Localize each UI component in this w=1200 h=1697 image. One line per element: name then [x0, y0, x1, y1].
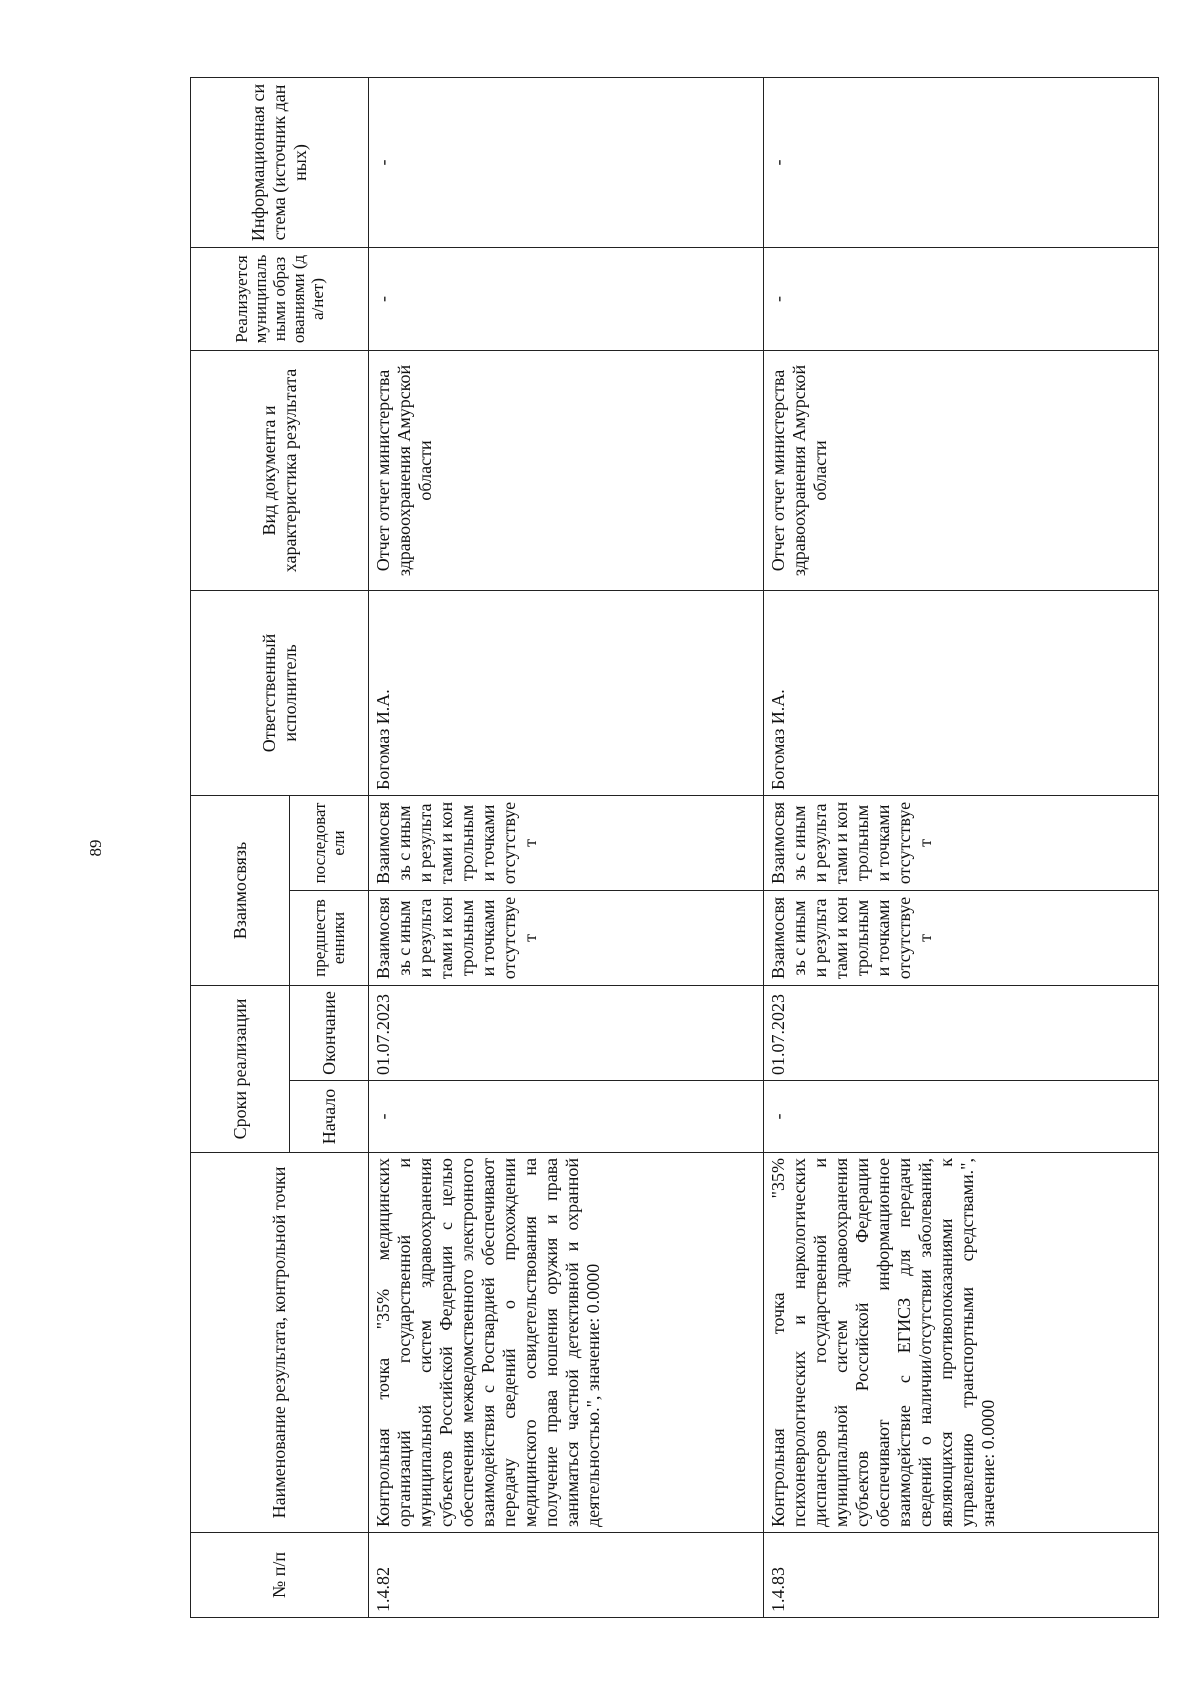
header-start: Начало: [290, 1081, 369, 1153]
header-link: Взаимосвязь: [191, 795, 290, 985]
row-info: -: [369, 77, 764, 247]
table-row: [369, 77, 764, 1617]
table-row: [764, 77, 1159, 1617]
results-table: [190, 77, 1159, 1618]
row-prev: Взаимосвязь с иными результатами и контрольными точками отсутствует: [369, 890, 764, 985]
header-num: № п/п: [191, 1533, 369, 1618]
header-end: Окончание: [290, 985, 369, 1080]
row-end: 01.07.2023: [764, 985, 1159, 1080]
header-munic: Реализуется муниципальными образованиями (да/нет): [191, 247, 369, 350]
header-name: Наименование результата, контрольной точки: [191, 1153, 369, 1533]
row-info: -: [764, 77, 1159, 247]
row-next: Взаимосвязь с иными результатами и контрольными точками отсутствует: [764, 795, 1159, 890]
header-terms: Сроки реализации: [191, 985, 290, 1152]
rotated-table-container: [190, 78, 1200, 1618]
header-next: последователи: [290, 795, 369, 890]
row-name: Контрольная точка "35% медицинских организаций государственной и муниципальной систем здравоохранения субъектов Российской Федерации с целью обеспечения межведомственного электронного взаимодействия с Росгвардией обеспечивают передачу сведений о прохождении медицинского освидетельствования на получение права ношения оружия и права заниматься частной детективной и охранной деятельностью.", значение: 0.0000: [369, 1153, 764, 1533]
row-next: Взаимосвязь с иными результатами и контрольными точками отсутствует: [369, 795, 764, 890]
row-num: 1.4.83: [764, 1533, 1159, 1618]
row-resp: Богомаз И.А.: [369, 590, 764, 795]
row-doc: Отчет отчет министерства здравоохранения Амурской области: [369, 350, 764, 590]
row-munic: -: [764, 247, 1159, 350]
header-doc: Вид документа и характеристика результата: [191, 350, 369, 590]
row-resp: Богомаз И.А.: [764, 590, 1159, 795]
header-prev: предшественники: [290, 890, 369, 985]
header-row-1: [191, 77, 290, 1617]
header-info: Информационная система (источник данных): [191, 77, 369, 247]
row-munic: -: [369, 247, 764, 350]
page-number: 89: [86, 839, 105, 857]
row-start: -: [764, 1081, 1159, 1153]
row-name: Контрольная точка "35% психоневрологических и наркологических диспансеров государственной и муниципальной систем здравоохранения субъектов Российской Федерации обеспечивают информационное взаимодействие с ЕГИСЗ для передачи сведений о наличии/отсутствии заболеваний, являющихся противопоказаниями к управлению транспортными средствами.", значение: 0.0000: [764, 1153, 1159, 1533]
row-prev: Взаимосвязь с иными результатами и контрольными точками отсутствует: [764, 890, 1159, 985]
header-resp: Ответственный исполнитель: [191, 590, 369, 795]
row-doc: Отчет отчет министерства здравоохранения Амурской области: [764, 350, 1159, 590]
row-end: 01.07.2023: [369, 985, 764, 1080]
row-num: 1.4.82: [369, 1533, 764, 1618]
row-start: -: [369, 1081, 764, 1153]
